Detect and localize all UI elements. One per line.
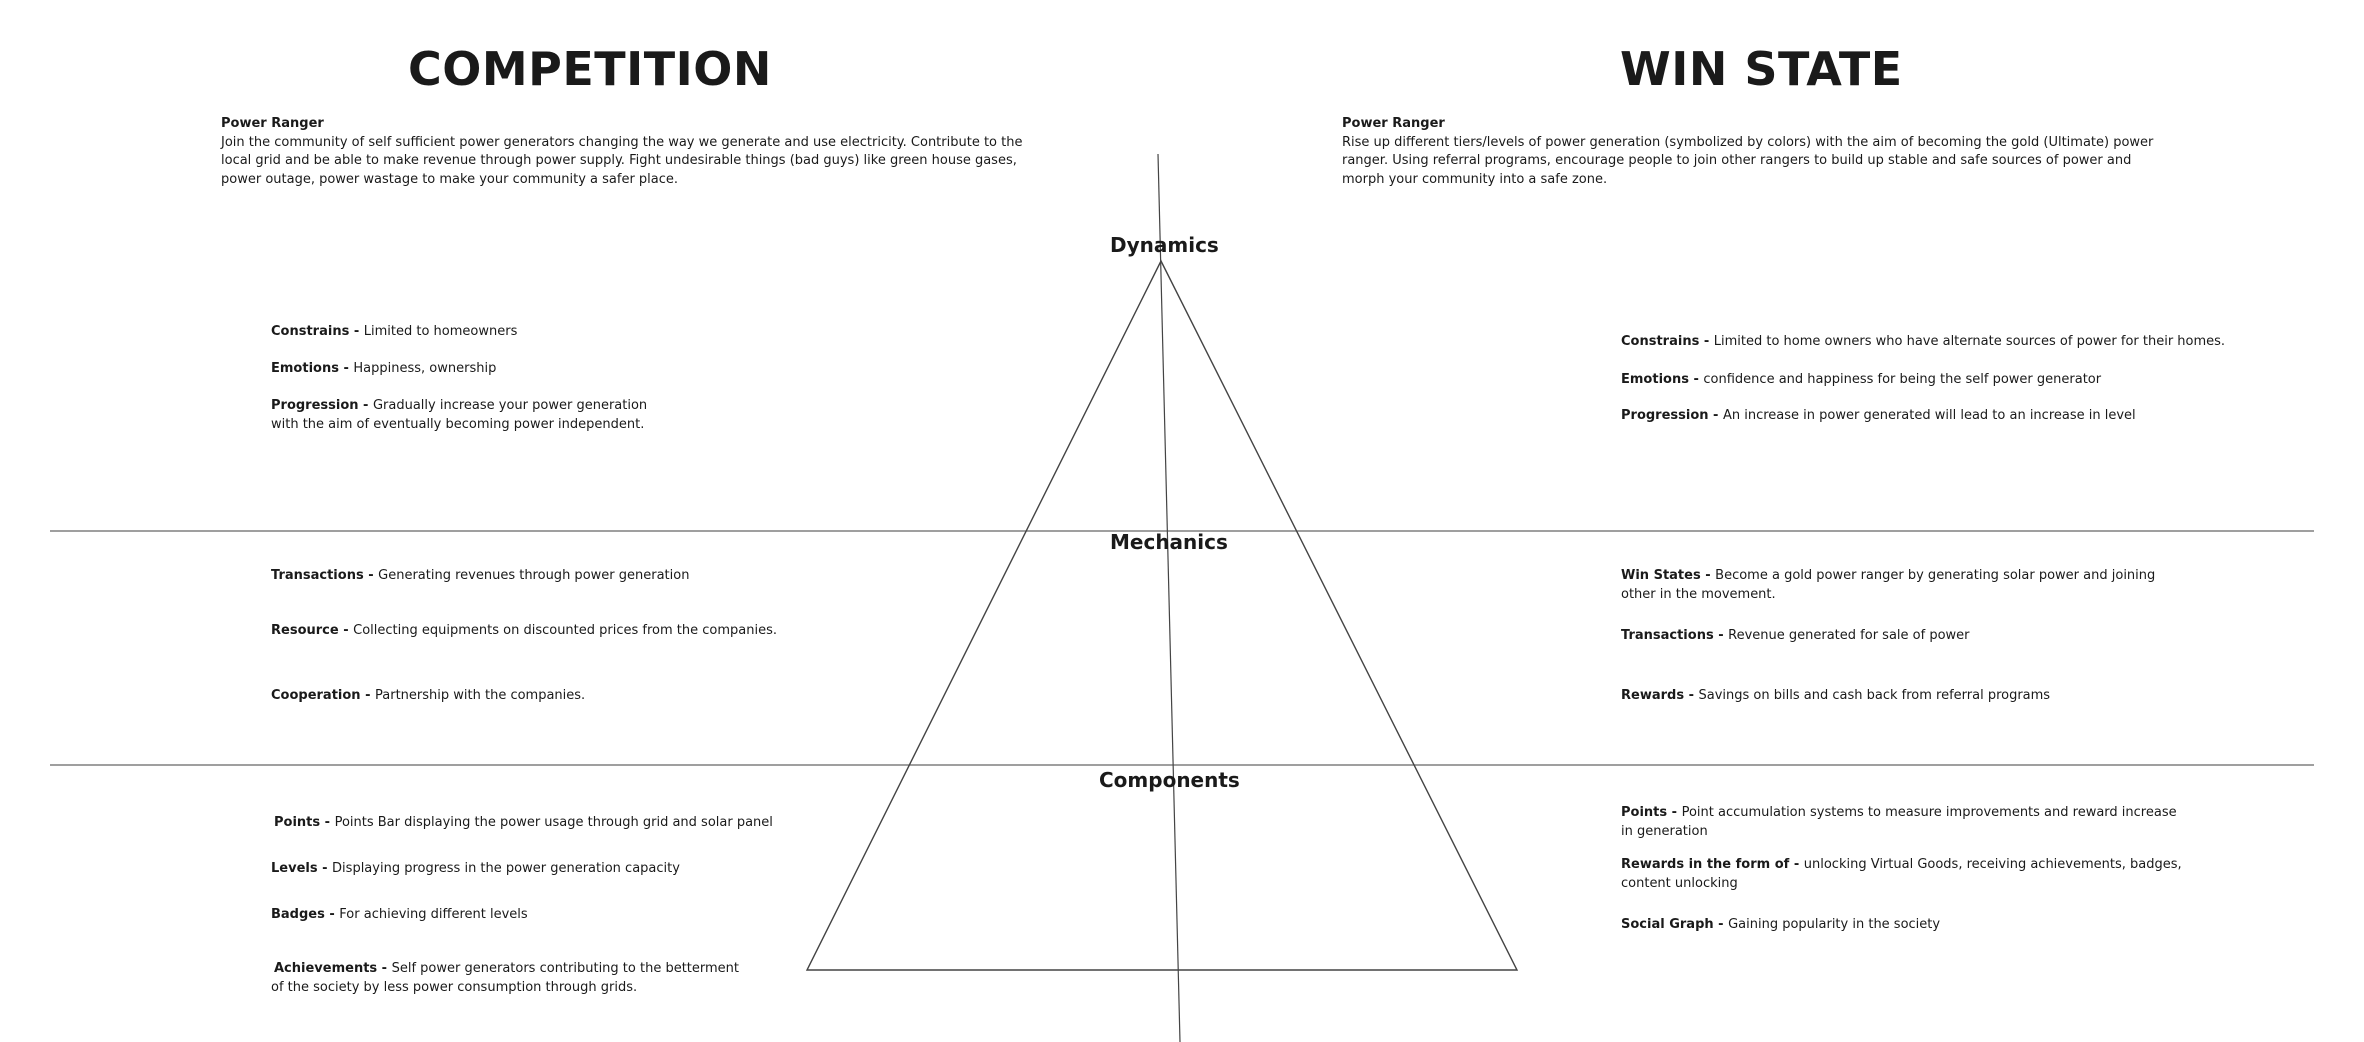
pyramid-triangle bbox=[807, 261, 1517, 970]
win-state-mechanics-item bbox=[1621, 686, 2221, 705]
win-state-dynamics-item bbox=[1621, 406, 2271, 425]
item-label: Rewards in the form of - bbox=[1621, 857, 1804, 872]
item-text: Revenue generated for sale of power bbox=[1728, 628, 1970, 643]
item-label: Social Graph - bbox=[1621, 917, 1729, 932]
competition-components-item bbox=[271, 859, 871, 878]
item-text: unlocking Virtual Goods, receiving achievements, badges, content unlocking bbox=[1621, 857, 2182, 891]
win-state-dynamics-item bbox=[1621, 370, 2271, 389]
item-label: Progression - bbox=[1621, 408, 1723, 423]
item-text: Become a gold power ranger by generating solar power and joining other in the movement. bbox=[1621, 568, 2156, 602]
item-text: Collecting equipments on discounted prices from the companies. bbox=[353, 623, 777, 638]
competition-mechanics-item bbox=[271, 566, 871, 585]
section-label-components: Components bbox=[1099, 768, 1240, 792]
item-text: Gaining popularity in the society bbox=[1728, 917, 1941, 932]
win-state-intro bbox=[1342, 115, 2162, 189]
win-state-intro-name: Power Ranger bbox=[1342, 116, 1445, 131]
item-label: Win States - bbox=[1621, 568, 1716, 583]
win-state-mechanics-item bbox=[1621, 566, 2181, 604]
item-label: Badges - bbox=[271, 907, 340, 922]
item-text: Point accumulation systems to measure improvements and reward increase in generation bbox=[1621, 805, 2177, 839]
item-text: Displaying progress in the power generation capacity bbox=[332, 861, 680, 876]
item-label: Emotions - bbox=[1621, 372, 1704, 387]
competition-mechanics-item bbox=[271, 621, 871, 640]
item-label: Points - bbox=[274, 815, 335, 830]
competition-title: COMPETITION bbox=[408, 42, 772, 96]
competition-components-item bbox=[271, 905, 871, 924]
item-text: Limited to home owners who have alternate sources of power for their homes. bbox=[1713, 334, 2226, 349]
win-state-components-item bbox=[1621, 803, 2181, 841]
item-text: Self power generators contributing to the betterment of the society by less power consumption through grids. bbox=[271, 961, 740, 995]
item-text: Savings on bills and cash back from referral programs bbox=[1698, 688, 2051, 703]
win-state-title: WIN STATE bbox=[1620, 42, 1903, 96]
item-text: An increase in power generated will lead to an increase in level bbox=[1722, 408, 2136, 423]
item-text: Points Bar displaying the power usage through grid and solar panel bbox=[334, 815, 773, 830]
item-text: Happiness, ownership bbox=[353, 361, 497, 376]
item-label: Constrains - bbox=[271, 324, 364, 339]
competition-components-item bbox=[271, 959, 746, 997]
item-label: Resource - bbox=[271, 623, 354, 638]
item-label: Cooperation - bbox=[271, 688, 376, 703]
center-axis-line bbox=[1158, 154, 1180, 1042]
win-state-mechanics-item bbox=[1621, 626, 2221, 645]
competition-intro-text: Join the community of self sufficient power generators changing the way we generate and use electricity. Contribute to the local grid and be able to make revenue through power supply. Fight undesirable things (bad guys) like green house gases, power outage, power wastage to make your community a safer place. bbox=[221, 134, 1023, 187]
item-text: Gradually increase your power generation with the aim of eventually becoming power independent. bbox=[271, 398, 648, 432]
item-label: Constrains - bbox=[1621, 334, 1714, 349]
item-text: Generating revenues through power generation bbox=[378, 568, 690, 583]
item-label: Transactions - bbox=[1621, 628, 1729, 643]
win-state-intro-text: Rise up different tiers/levels of power generation (symbolized by colors) with the aim of becoming the gold (Ultimate) power ranger. Using referral programs, encourage people to join other rangers to build up stable and safe sources of power and morph your community into a safe zone. bbox=[1342, 134, 2154, 187]
competition-dynamics-item bbox=[271, 396, 661, 434]
competition-intro bbox=[221, 115, 1036, 189]
item-label: Points - bbox=[1621, 805, 1682, 820]
competition-dynamics-item bbox=[271, 359, 771, 378]
item-label: Levels - bbox=[271, 861, 333, 876]
item-label: Emotions - bbox=[271, 361, 354, 376]
section-label-dynamics: Dynamics bbox=[1110, 233, 1219, 257]
win-state-components-item bbox=[1621, 855, 2191, 893]
section-label-mechanics: Mechanics bbox=[1110, 530, 1228, 554]
item-label: Progression - bbox=[271, 398, 373, 413]
item-text: confidence and happiness for being the self power generator bbox=[1703, 372, 2102, 387]
win-state-components-item bbox=[1621, 915, 2221, 934]
item-text: Limited to homeowners bbox=[363, 324, 518, 339]
item-label: Rewards - bbox=[1621, 688, 1699, 703]
competition-mechanics-item bbox=[271, 686, 871, 705]
item-text: For achieving different levels bbox=[339, 907, 528, 922]
competition-components-item bbox=[274, 813, 874, 832]
item-label: Achievements - bbox=[274, 961, 392, 976]
competition-dynamics-item bbox=[271, 322, 771, 341]
item-label: Transactions - bbox=[271, 568, 379, 583]
win-state-dynamics-item bbox=[1621, 332, 2271, 351]
item-text: Partnership with the companies. bbox=[375, 688, 586, 703]
competition-intro-name: Power Ranger bbox=[221, 116, 324, 131]
